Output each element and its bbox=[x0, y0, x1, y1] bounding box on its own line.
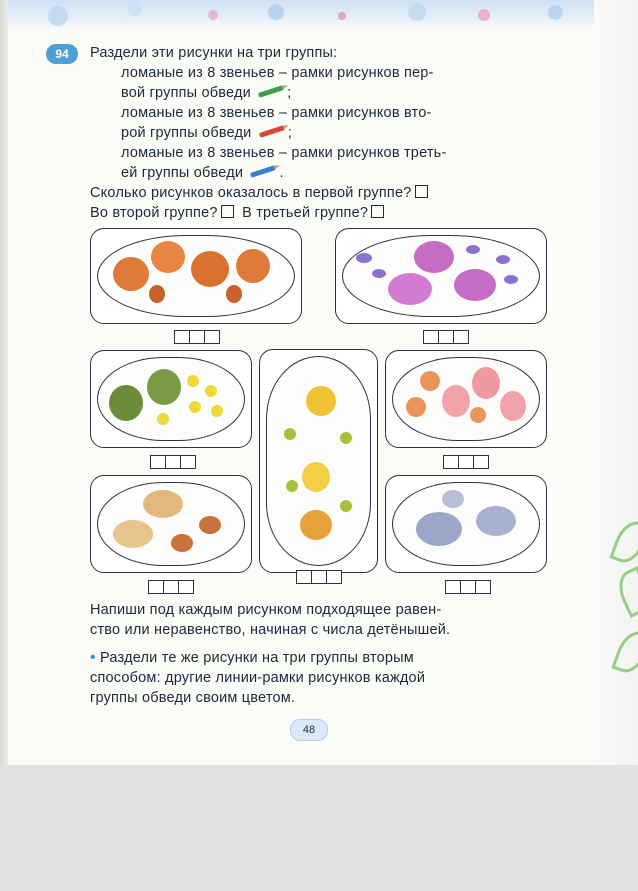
picture-frame bbox=[392, 482, 540, 566]
ostrich-icon bbox=[300, 510, 332, 540]
instruction-line: Напиши под каждым рисунком подходящее равен- bbox=[90, 602, 442, 618]
scan-background bbox=[0, 765, 638, 891]
bear-icon bbox=[113, 257, 149, 291]
answer-box[interactable] bbox=[371, 205, 384, 218]
ostrich-chick-icon bbox=[340, 500, 352, 512]
answer-cells[interactable] bbox=[423, 330, 467, 344]
elephant-icon bbox=[416, 512, 462, 546]
fish-icon bbox=[414, 241, 454, 273]
small-fish-icon bbox=[356, 253, 372, 263]
squirrel-icon bbox=[500, 391, 526, 421]
task-line: рой группы обведи ; bbox=[121, 125, 292, 141]
leaf-decoration bbox=[612, 566, 638, 618]
squirrel-kit-icon bbox=[406, 397, 426, 417]
elephant-icon bbox=[476, 506, 516, 536]
task-title: Раздели эти рисунки на три группы: bbox=[90, 45, 338, 61]
calf-icon bbox=[171, 534, 193, 552]
cow-icon bbox=[113, 520, 153, 548]
squirrel-kit-icon bbox=[420, 371, 440, 391]
chick-icon bbox=[157, 413, 169, 425]
chick-icon bbox=[187, 375, 199, 387]
task-line: ломаные из 8 звеньев – рамки рисунков пер- bbox=[121, 65, 434, 81]
answer-box[interactable] bbox=[221, 205, 234, 218]
small-fish-icon bbox=[496, 255, 510, 264]
green-pencil-icon bbox=[258, 85, 284, 98]
squirrel-icon bbox=[442, 385, 470, 417]
answer-cells[interactable] bbox=[445, 580, 489, 594]
instruction-line: • Раздели те же рисунки на три группы вторым bbox=[90, 649, 414, 666]
ostrich-icon bbox=[306, 386, 336, 416]
fish-icon bbox=[388, 273, 432, 305]
picture-card-ostriches[interactable] bbox=[259, 349, 378, 573]
bear-icon bbox=[151, 241, 185, 273]
leaf-decoration bbox=[609, 517, 638, 568]
ostrich-chick-icon bbox=[340, 432, 352, 444]
answer-cells[interactable] bbox=[148, 580, 192, 594]
picture-card-squirrels[interactable] bbox=[385, 350, 547, 448]
question-line: Во второй группе? В третьей группе? bbox=[90, 204, 384, 223]
small-fish-icon bbox=[504, 275, 518, 284]
task-line: ей группы обведи . bbox=[121, 165, 284, 181]
picture-card-elephants[interactable] bbox=[385, 475, 547, 573]
hen-icon bbox=[109, 385, 143, 421]
bear-cub-icon bbox=[149, 285, 165, 303]
picture-card-cows[interactable] bbox=[90, 475, 252, 573]
bullet-icon: • bbox=[90, 649, 96, 666]
ostrich-icon bbox=[302, 462, 330, 492]
hen-icon bbox=[147, 369, 181, 405]
task-number-badge: 94 bbox=[46, 44, 78, 64]
instruction-line: способом: другие линии-рамки рисунков каждой bbox=[90, 670, 426, 686]
task-line: вой группы обведи ; bbox=[121, 85, 292, 101]
page-number: 48 bbox=[290, 719, 328, 741]
picture-card-fish[interactable] bbox=[335, 228, 547, 324]
baby-elephant-icon bbox=[442, 490, 464, 508]
answer-box[interactable] bbox=[415, 185, 428, 198]
picture-card-bears[interactable] bbox=[90, 228, 302, 324]
cow-icon bbox=[143, 490, 183, 518]
chick-icon bbox=[211, 405, 223, 417]
answer-cells[interactable] bbox=[174, 330, 218, 344]
squirrel-kit-icon bbox=[470, 407, 486, 423]
squirrel-icon bbox=[472, 367, 500, 399]
answer-cells[interactable] bbox=[150, 455, 194, 469]
bear-cub-icon bbox=[226, 285, 242, 303]
leaf-decoration bbox=[611, 627, 638, 678]
blue-pencil-icon bbox=[250, 165, 276, 178]
small-fish-icon bbox=[372, 269, 386, 278]
fish-icon bbox=[454, 269, 496, 301]
task-line: ломаные из 8 звеньев – рамки рисунков вто- bbox=[121, 105, 432, 121]
header-decoration bbox=[8, 0, 594, 30]
bear-icon bbox=[191, 251, 229, 287]
chick-icon bbox=[189, 401, 201, 413]
question-line: Сколько рисунков оказалось в первой группе? bbox=[90, 184, 428, 203]
task-line: ломаные из 8 звеньев – рамки рисунков треть- bbox=[121, 145, 447, 161]
instruction-line: группы обведи своим цветом. bbox=[90, 690, 296, 706]
answer-cells[interactable] bbox=[443, 455, 487, 469]
small-fish-icon bbox=[466, 245, 480, 254]
instruction-line: ство или неравенство, начиная с числа детёнышей. bbox=[90, 622, 451, 638]
chick-icon bbox=[205, 385, 217, 397]
red-pencil-icon bbox=[259, 125, 285, 138]
answer-cells[interactable] bbox=[296, 570, 340, 584]
ostrich-chick-icon bbox=[284, 428, 296, 440]
picture-card-hens[interactable] bbox=[90, 350, 252, 448]
ostrich-chick-icon bbox=[286, 480, 298, 492]
bear-icon bbox=[236, 249, 270, 283]
page-edge bbox=[594, 0, 638, 765]
calf-icon bbox=[199, 516, 221, 534]
